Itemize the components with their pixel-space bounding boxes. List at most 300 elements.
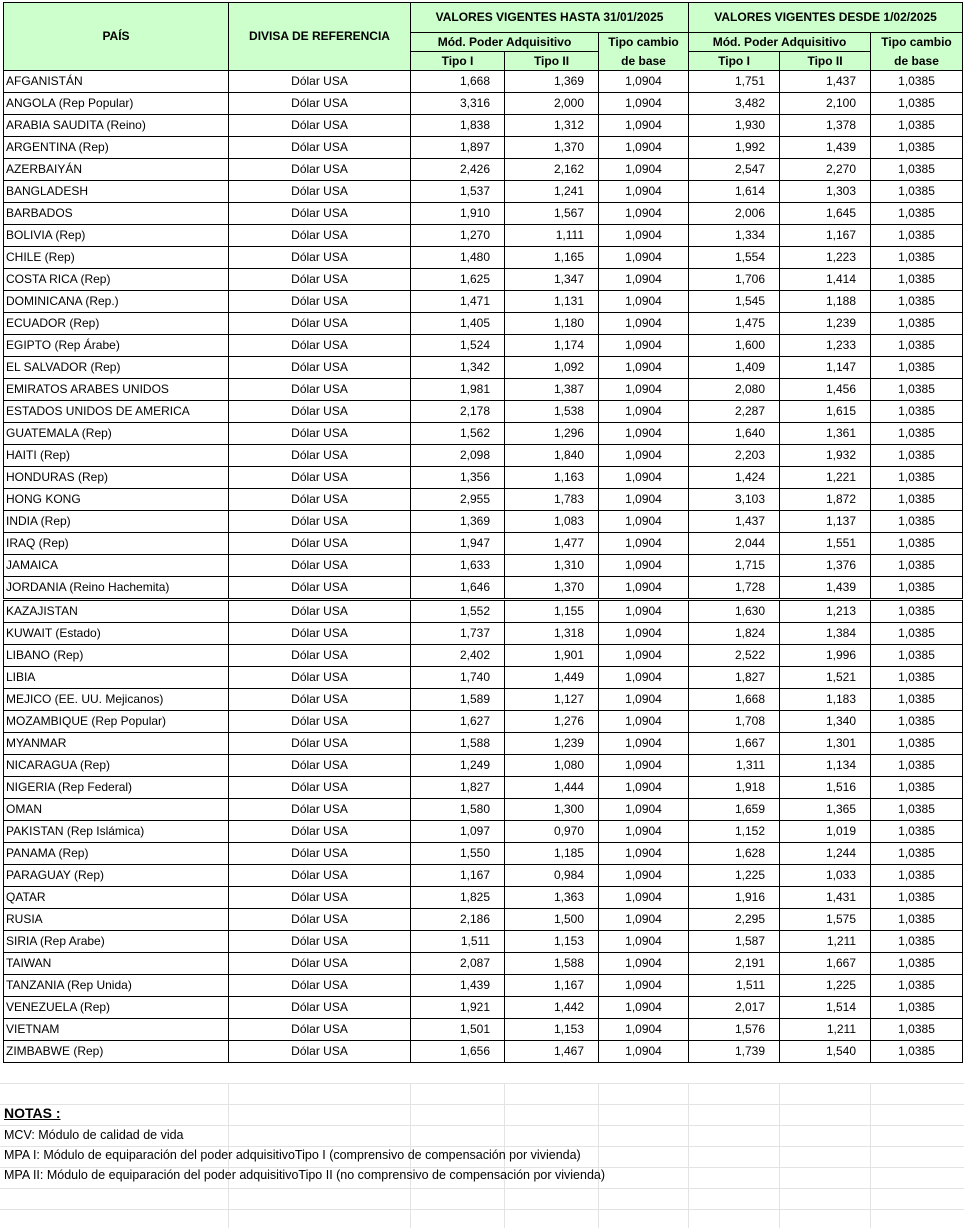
cell-tipo-cambio-hasta: 1,0904 [599, 291, 689, 313]
cell-tipo2-hasta: 2,162 [505, 159, 599, 181]
table-row [4, 1041, 963, 1063]
cell-pais: QATAR [4, 887, 229, 909]
cell-tipo1-hasta: 1,627 [411, 711, 505, 733]
cell-tipo1-desde: 1,708 [689, 711, 780, 733]
cell-pais: SIRIA (Rep Arabe) [4, 931, 229, 953]
table-row [4, 159, 963, 181]
cell-pais: VIETNAM [4, 1019, 229, 1041]
cell-tipo2-hasta: 1,153 [505, 931, 599, 953]
cell-tipo2-hasta: 1,312 [505, 115, 599, 137]
table-row [4, 887, 963, 909]
table-row [4, 247, 963, 269]
cell-tipo2-hasta: 1,127 [505, 689, 599, 711]
cell-pais: JORDANIA (Reino Hachemita) [4, 577, 229, 600]
cell-tipo1-desde: 1,475 [689, 313, 780, 335]
cell-tipo2-desde: 1,521 [780, 667, 871, 689]
cell-tipo1-hasta: 1,097 [411, 821, 505, 843]
cell-tipo2-desde: 1,376 [780, 555, 871, 577]
table-row [4, 313, 963, 335]
cell-divisa: Dólar USA [229, 467, 411, 489]
cell-tipo-cambio-desde: 1,0385 [871, 755, 963, 777]
cell-tipo2-hasta: 1,318 [505, 623, 599, 645]
cell-tipo1-hasta: 1,838 [411, 115, 505, 137]
table-row [4, 755, 963, 777]
cell-tipo-cambio-hasta: 1,0904 [599, 93, 689, 115]
cell-tipo2-desde: 1,303 [780, 181, 871, 203]
cell-tipo1-hasta: 1,270 [411, 225, 505, 247]
cell-tipo2-hasta: 1,588 [505, 953, 599, 975]
cell-divisa: Dólar USA [229, 600, 411, 623]
cell-pais: EGIPTO (Rep Árabe) [4, 335, 229, 357]
cell-divisa: Dólar USA [229, 733, 411, 755]
table-row [4, 689, 963, 711]
cell-divisa: Dólar USA [229, 975, 411, 997]
cell-tipo1-hasta: 2,087 [411, 953, 505, 975]
cell-tipo2-desde: 1,365 [780, 799, 871, 821]
cell-tipo-cambio-hasta: 1,0904 [599, 953, 689, 975]
cell-divisa: Dólar USA [229, 555, 411, 577]
cell-tipo-cambio-desde: 1,0385 [871, 645, 963, 667]
cell-tipo1-desde: 1,827 [689, 667, 780, 689]
cell-tipo-cambio-hasta: 1,0904 [599, 623, 689, 645]
table-row [4, 577, 963, 600]
cell-tipo-cambio-desde: 1,0385 [871, 623, 963, 645]
cell-tipo-cambio-hasta: 1,0904 [599, 533, 689, 555]
cell-tipo2-desde: 1,213 [780, 600, 871, 623]
cell-pais: NIGERIA (Rep Federal) [4, 777, 229, 799]
table-row [4, 401, 963, 423]
note-mpa2: MPA II: Módulo de equiparación del poder adquisitivoTipo II (no comprensivo de compensación por vivienda) [4, 1168, 606, 1182]
table-row [4, 445, 963, 467]
cell-tipo1-hasta: 1,511 [411, 931, 505, 953]
cell-divisa: Dólar USA [229, 755, 411, 777]
cell-tipo2-desde: 1,414 [780, 269, 871, 291]
cell-pais: HONDURAS (Rep) [4, 467, 229, 489]
cell-tipo-cambio-hasta: 1,0904 [599, 269, 689, 291]
table-row [4, 533, 963, 555]
cell-tipo1-hasta: 1,471 [411, 291, 505, 313]
cell-tipo-cambio-desde: 1,0385 [871, 379, 963, 401]
cell-tipo-cambio-desde: 1,0385 [871, 159, 963, 181]
notes-title: NOTAS : [4, 1105, 61, 1121]
cell-tipo2-hasta: 1,444 [505, 777, 599, 799]
cell-pais: LIBANO (Rep) [4, 645, 229, 667]
cell-tipo-cambio-hasta: 1,0904 [599, 115, 689, 137]
cell-tipo1-hasta: 1,981 [411, 379, 505, 401]
table-row [4, 225, 963, 247]
cell-tipo2-desde: 1,514 [780, 997, 871, 1019]
cell-tipo-cambio-hasta: 1,0904 [599, 247, 689, 269]
cell-pais: JAMAICA [4, 555, 229, 577]
cell-tipo1-hasta: 1,646 [411, 577, 505, 600]
cell-pais: ESTADOS UNIDOS DE AMERICA [4, 401, 229, 423]
cell-tipo1-hasta: 1,552 [411, 600, 505, 623]
cell-divisa: Dólar USA [229, 821, 411, 843]
cell-tipo-cambio-hasta: 1,0904 [599, 71, 689, 93]
cell-tipo1-hasta: 1,249 [411, 755, 505, 777]
cell-tipo1-hasta: 1,825 [411, 887, 505, 909]
table-row [4, 821, 963, 843]
cell-divisa: Dólar USA [229, 645, 411, 667]
header-tipo2-hasta: Tipo II [505, 52, 599, 71]
cell-tipo1-hasta: 1,524 [411, 335, 505, 357]
cell-tipo2-hasta: 1,131 [505, 291, 599, 313]
table-row [4, 600, 963, 623]
cell-tipo1-desde: 1,225 [689, 865, 780, 887]
cell-tipo-cambio-hasta: 1,0904 [599, 799, 689, 821]
cell-tipo2-hasta: 1,296 [505, 423, 599, 445]
cell-tipo1-desde: 1,739 [689, 1041, 780, 1063]
cell-tipo-cambio-desde: 1,0385 [871, 225, 963, 247]
header-periodo-hasta: VALORES VIGENTES HASTA 31/01/2025 [411, 3, 689, 33]
cell-tipo1-desde: 1,715 [689, 555, 780, 577]
cell-divisa: Dólar USA [229, 423, 411, 445]
cell-tipo-cambio-hasta: 1,0904 [599, 357, 689, 379]
cell-tipo1-desde: 1,554 [689, 247, 780, 269]
cell-tipo2-hasta: 1,369 [505, 71, 599, 93]
cell-tipo1-hasta: 1,369 [411, 511, 505, 533]
cell-pais: IRAQ (Rep) [4, 533, 229, 555]
table-row [4, 93, 963, 115]
cell-tipo1-desde: 1,628 [689, 843, 780, 865]
cell-tipo1-desde: 1,668 [689, 689, 780, 711]
cell-tipo-cambio-desde: 1,0385 [871, 203, 963, 225]
cell-tipo-cambio-desde: 1,0385 [871, 953, 963, 975]
cell-tipo-cambio-hasta: 1,0904 [599, 711, 689, 733]
cell-tipo1-hasta: 3,316 [411, 93, 505, 115]
cell-tipo2-desde: 1,340 [780, 711, 871, 733]
cell-tipo-cambio-desde: 1,0385 [871, 931, 963, 953]
table-row [4, 379, 963, 401]
cell-pais: PARAGUAY (Rep) [4, 865, 229, 887]
cell-tipo-cambio-desde: 1,0385 [871, 821, 963, 843]
cell-tipo-cambio-hasta: 1,0904 [599, 511, 689, 533]
cell-tipo1-desde: 1,667 [689, 733, 780, 755]
cell-tipo-cambio-hasta: 1,0904 [599, 755, 689, 777]
cell-tipo2-hasta: 1,500 [505, 909, 599, 931]
cell-tipo2-hasta: 1,163 [505, 467, 599, 489]
cell-tipo1-hasta: 1,501 [411, 1019, 505, 1041]
cell-divisa: Dólar USA [229, 689, 411, 711]
cell-divisa: Dólar USA [229, 1041, 411, 1063]
cell-divisa: Dólar USA [229, 777, 411, 799]
cell-pais: BOLIVIA (Rep) [4, 225, 229, 247]
cell-divisa: Dólar USA [229, 711, 411, 733]
cell-pais: MYANMAR [4, 733, 229, 755]
cell-tipo2-hasta: 1,347 [505, 269, 599, 291]
cell-pais: INDIA (Rep) [4, 511, 229, 533]
cell-tipo2-hasta: 1,153 [505, 1019, 599, 1041]
cell-tipo1-hasta: 2,426 [411, 159, 505, 181]
note-mcv: MCV: Módulo de calidad de vida [4, 1128, 184, 1142]
cell-tipo1-desde: 1,659 [689, 799, 780, 821]
cell-tipo1-hasta: 1,480 [411, 247, 505, 269]
header-mod-poder-hasta: Mód. Poder Adquisitivo [411, 33, 599, 52]
cell-tipo1-hasta: 1,580 [411, 799, 505, 821]
cell-tipo2-desde: 1,439 [780, 577, 871, 600]
cell-divisa: Dólar USA [229, 269, 411, 291]
header-divisa: DIVISA DE REFERENCIA [229, 3, 411, 71]
cell-tipo2-hasta: 1,155 [505, 600, 599, 623]
cell-divisa: Dólar USA [229, 159, 411, 181]
cell-pais: KUWAIT (Estado) [4, 623, 229, 645]
cell-tipo2-hasta: 1,901 [505, 645, 599, 667]
cell-tipo-cambio-hasta: 1,0904 [599, 909, 689, 931]
table-row [4, 623, 963, 645]
cell-tipo2-hasta: 1,300 [505, 799, 599, 821]
gridline [0, 1125, 964, 1126]
cell-tipo2-desde: 1,456 [780, 379, 871, 401]
cell-tipo1-desde: 1,600 [689, 335, 780, 357]
cell-tipo2-hasta: 1,840 [505, 445, 599, 467]
cell-tipo1-desde: 1,706 [689, 269, 780, 291]
cell-tipo2-desde: 1,239 [780, 313, 871, 335]
cell-tipo2-hasta: 1,241 [505, 181, 599, 203]
cell-tipo1-desde: 2,547 [689, 159, 780, 181]
cell-tipo1-hasta: 2,098 [411, 445, 505, 467]
cell-tipo1-hasta: 1,656 [411, 1041, 505, 1063]
cell-tipo1-hasta: 1,737 [411, 623, 505, 645]
header-tipo-cambio-hasta: Tipo cambio [599, 33, 689, 52]
cell-tipo2-desde: 1,033 [780, 865, 871, 887]
cell-tipo1-hasta: 1,921 [411, 997, 505, 1019]
cell-divisa: Dólar USA [229, 247, 411, 269]
cell-tipo2-desde: 1,645 [780, 203, 871, 225]
gridline [0, 1104, 964, 1105]
cell-tipo2-desde: 1,932 [780, 445, 871, 467]
cell-divisa: Dólar USA [229, 225, 411, 247]
cell-tipo1-desde: 1,640 [689, 423, 780, 445]
gridline [0, 1209, 964, 1210]
cell-tipo-cambio-hasta: 1,0904 [599, 555, 689, 577]
cell-tipo2-hasta: 1,310 [505, 555, 599, 577]
cell-tipo2-desde: 1,167 [780, 225, 871, 247]
gridline [0, 1188, 964, 1189]
table-row [4, 711, 963, 733]
cell-tipo2-hasta: 1,276 [505, 711, 599, 733]
cell-tipo-cambio-hasta: 1,0904 [599, 137, 689, 159]
cell-tipo2-desde: 1,188 [780, 291, 871, 313]
cell-tipo-cambio-desde: 1,0385 [871, 423, 963, 445]
cell-divisa: Dólar USA [229, 799, 411, 821]
cell-tipo-cambio-desde: 1,0385 [871, 909, 963, 931]
cell-tipo1-hasta: 1,356 [411, 467, 505, 489]
cell-pais: AFGANISTÁN [4, 71, 229, 93]
header-tipo1-hasta: Tipo I [411, 52, 505, 71]
cell-divisa: Dólar USA [229, 667, 411, 689]
cell-tipo2-hasta: 1,083 [505, 511, 599, 533]
cell-tipo1-hasta: 2,178 [411, 401, 505, 423]
cell-tipo2-desde: 2,270 [780, 159, 871, 181]
table-row [4, 931, 963, 953]
cell-tipo1-hasta: 1,537 [411, 181, 505, 203]
gridline [870, 1083, 871, 1228]
cell-tipo1-hasta: 1,439 [411, 975, 505, 997]
cell-pais: TAIWAN [4, 953, 229, 975]
cell-tipo1-desde: 2,287 [689, 401, 780, 423]
cell-divisa: Dólar USA [229, 357, 411, 379]
header-pais: PAÍS [4, 3, 229, 71]
cell-tipo-cambio-desde: 1,0385 [871, 667, 963, 689]
table-row [4, 137, 963, 159]
cell-tipo1-desde: 2,203 [689, 445, 780, 467]
table-header [4, 3, 963, 71]
table-row [4, 645, 963, 667]
cell-tipo2-desde: 1,996 [780, 645, 871, 667]
header-tipo-cambio-desde: Tipo cambio [871, 33, 963, 52]
cell-tipo-cambio-hasta: 1,0904 [599, 577, 689, 600]
cell-tipo1-desde: 1,930 [689, 115, 780, 137]
cell-tipo1-hasta: 1,562 [411, 423, 505, 445]
cell-tipo2-desde: 1,147 [780, 357, 871, 379]
cell-tipo1-hasta: 1,897 [411, 137, 505, 159]
cell-tipo1-hasta: 1,827 [411, 777, 505, 799]
cell-pais: VENEZUELA (Rep) [4, 997, 229, 1019]
cell-tipo-cambio-hasta: 1,0904 [599, 645, 689, 667]
cell-tipo-cambio-hasta: 1,0904 [599, 423, 689, 445]
cell-tipo2-desde: 1,615 [780, 401, 871, 423]
cell-tipo1-hasta: 2,186 [411, 909, 505, 931]
cell-pais: HAITI (Rep) [4, 445, 229, 467]
table-row [4, 909, 963, 931]
cell-tipo-cambio-hasta: 1,0904 [599, 865, 689, 887]
header-tipo2-desde: Tipo II [780, 52, 871, 71]
cell-tipo1-hasta: 2,955 [411, 489, 505, 511]
cell-tipo1-desde: 1,916 [689, 887, 780, 909]
cell-divisa: Dólar USA [229, 909, 411, 931]
cell-pais: CHILE (Rep) [4, 247, 229, 269]
cell-pais: BARBADOS [4, 203, 229, 225]
table-row [4, 975, 963, 997]
table-row [4, 865, 963, 887]
cell-tipo-cambio-desde: 1,0385 [871, 445, 963, 467]
cell-tipo-cambio-hasta: 1,0904 [599, 600, 689, 623]
cell-tipo-cambio-hasta: 1,0904 [599, 225, 689, 247]
cell-tipo2-hasta: 1,363 [505, 887, 599, 909]
cell-tipo1-desde: 2,006 [689, 203, 780, 225]
table-row [4, 357, 963, 379]
cell-divisa: Dólar USA [229, 291, 411, 313]
cell-tipo2-hasta: 1,387 [505, 379, 599, 401]
cell-tipo1-desde: 1,630 [689, 600, 780, 623]
cell-divisa: Dólar USA [229, 181, 411, 203]
cell-tipo-cambio-hasta: 1,0904 [599, 975, 689, 997]
cell-tipo-cambio-desde: 1,0385 [871, 711, 963, 733]
cell-tipo1-desde: 3,482 [689, 93, 780, 115]
cell-tipo2-desde: 1,019 [780, 821, 871, 843]
cell-divisa: Dólar USA [229, 137, 411, 159]
cell-tipo-cambio-hasta: 1,0904 [599, 1019, 689, 1041]
table-row [4, 777, 963, 799]
cell-tipo-cambio-desde: 1,0385 [871, 401, 963, 423]
cell-tipo1-desde: 1,992 [689, 137, 780, 159]
cell-tipo2-desde: 1,361 [780, 423, 871, 445]
cell-tipo2-desde: 1,667 [780, 953, 871, 975]
cell-pais: EL SALVADOR (Rep) [4, 357, 229, 379]
cell-tipo2-desde: 1,211 [780, 1019, 871, 1041]
cell-tipo2-hasta: 2,000 [505, 93, 599, 115]
cell-tipo2-hasta: 1,567 [505, 203, 599, 225]
cell-tipo2-desde: 1,244 [780, 843, 871, 865]
cell-tipo2-desde: 1,872 [780, 489, 871, 511]
cell-tipo-cambio-desde: 1,0385 [871, 733, 963, 755]
cell-tipo-cambio-desde: 1,0385 [871, 71, 963, 93]
cell-tipo1-hasta: 1,633 [411, 555, 505, 577]
cell-tipo2-hasta: 1,442 [505, 997, 599, 1019]
cell-pais: EMIRATOS ARABES UNIDOS [4, 379, 229, 401]
cell-tipo2-desde: 1,223 [780, 247, 871, 269]
cell-tipo-cambio-hasta: 1,0904 [599, 445, 689, 467]
cell-tipo2-desde: 1,437 [780, 71, 871, 93]
cell-tipo1-desde: 1,918 [689, 777, 780, 799]
cell-pais: OMAN [4, 799, 229, 821]
cell-tipo1-desde: 1,409 [689, 357, 780, 379]
cell-tipo2-desde: 1,233 [780, 335, 871, 357]
table-body [4, 71, 963, 1063]
header-de-base-desde: de base [871, 52, 963, 71]
cell-tipo-cambio-desde: 1,0385 [871, 115, 963, 137]
cell-tipo-cambio-desde: 1,0385 [871, 1041, 963, 1063]
cell-pais: GUATEMALA (Rep) [4, 423, 229, 445]
cell-tipo2-desde: 2,100 [780, 93, 871, 115]
cell-tipo-cambio-hasta: 1,0904 [599, 203, 689, 225]
table-row [4, 291, 963, 313]
cell-tipo1-hasta: 1,625 [411, 269, 505, 291]
cell-tipo-cambio-hasta: 1,0904 [599, 401, 689, 423]
table-row [4, 71, 963, 93]
cell-divisa: Dólar USA [229, 1019, 411, 1041]
cell-tipo-cambio-hasta: 1,0904 [599, 159, 689, 181]
cell-tipo1-hasta: 1,550 [411, 843, 505, 865]
cell-pais: COSTA RICA (Rep) [4, 269, 229, 291]
cell-tipo-cambio-hasta: 1,0904 [599, 777, 689, 799]
cell-pais: AZERBAIYÁN [4, 159, 229, 181]
cell-pais: MEJICO (EE. UU. Mejicanos) [4, 689, 229, 711]
cell-tipo-cambio-desde: 1,0385 [871, 533, 963, 555]
table-row [4, 511, 963, 533]
cell-tipo1-desde: 2,017 [689, 997, 780, 1019]
cell-tipo-cambio-hasta: 1,0904 [599, 821, 689, 843]
cell-tipo1-desde: 1,311 [689, 755, 780, 777]
cell-tipo-cambio-hasta: 1,0904 [599, 335, 689, 357]
cell-tipo1-desde: 1,334 [689, 225, 780, 247]
cell-pais: ARGENTINA (Rep) [4, 137, 229, 159]
cell-divisa: Dólar USA [229, 887, 411, 909]
cell-tipo-cambio-desde: 1,0385 [871, 843, 963, 865]
cell-tipo2-desde: 1,134 [780, 755, 871, 777]
cell-tipo-cambio-desde: 1,0385 [871, 799, 963, 821]
exchange-values-table [3, 2, 963, 1063]
cell-tipo2-desde: 1,431 [780, 887, 871, 909]
cell-tipo-cambio-hasta: 1,0904 [599, 1041, 689, 1063]
table-row [4, 733, 963, 755]
cell-divisa: Dólar USA [229, 379, 411, 401]
cell-tipo-cambio-hasta: 1,0904 [599, 689, 689, 711]
cell-tipo-cambio-desde: 1,0385 [871, 600, 963, 623]
table-row [4, 489, 963, 511]
cell-tipo2-hasta: 1,080 [505, 755, 599, 777]
cell-tipo2-hasta: 1,477 [505, 533, 599, 555]
cell-pais: RUSIA [4, 909, 229, 931]
cell-tipo-cambio-desde: 1,0385 [871, 489, 963, 511]
table-row [4, 953, 963, 975]
cell-pais: MOZAMBIQUE (Rep Popular) [4, 711, 229, 733]
cell-tipo-cambio-desde: 1,0385 [871, 335, 963, 357]
header-de-base-hasta: de base [599, 52, 689, 71]
cell-tipo-cambio-desde: 1,0385 [871, 269, 963, 291]
cell-pais: LIBIA [4, 667, 229, 689]
cell-tipo1-desde: 1,824 [689, 623, 780, 645]
